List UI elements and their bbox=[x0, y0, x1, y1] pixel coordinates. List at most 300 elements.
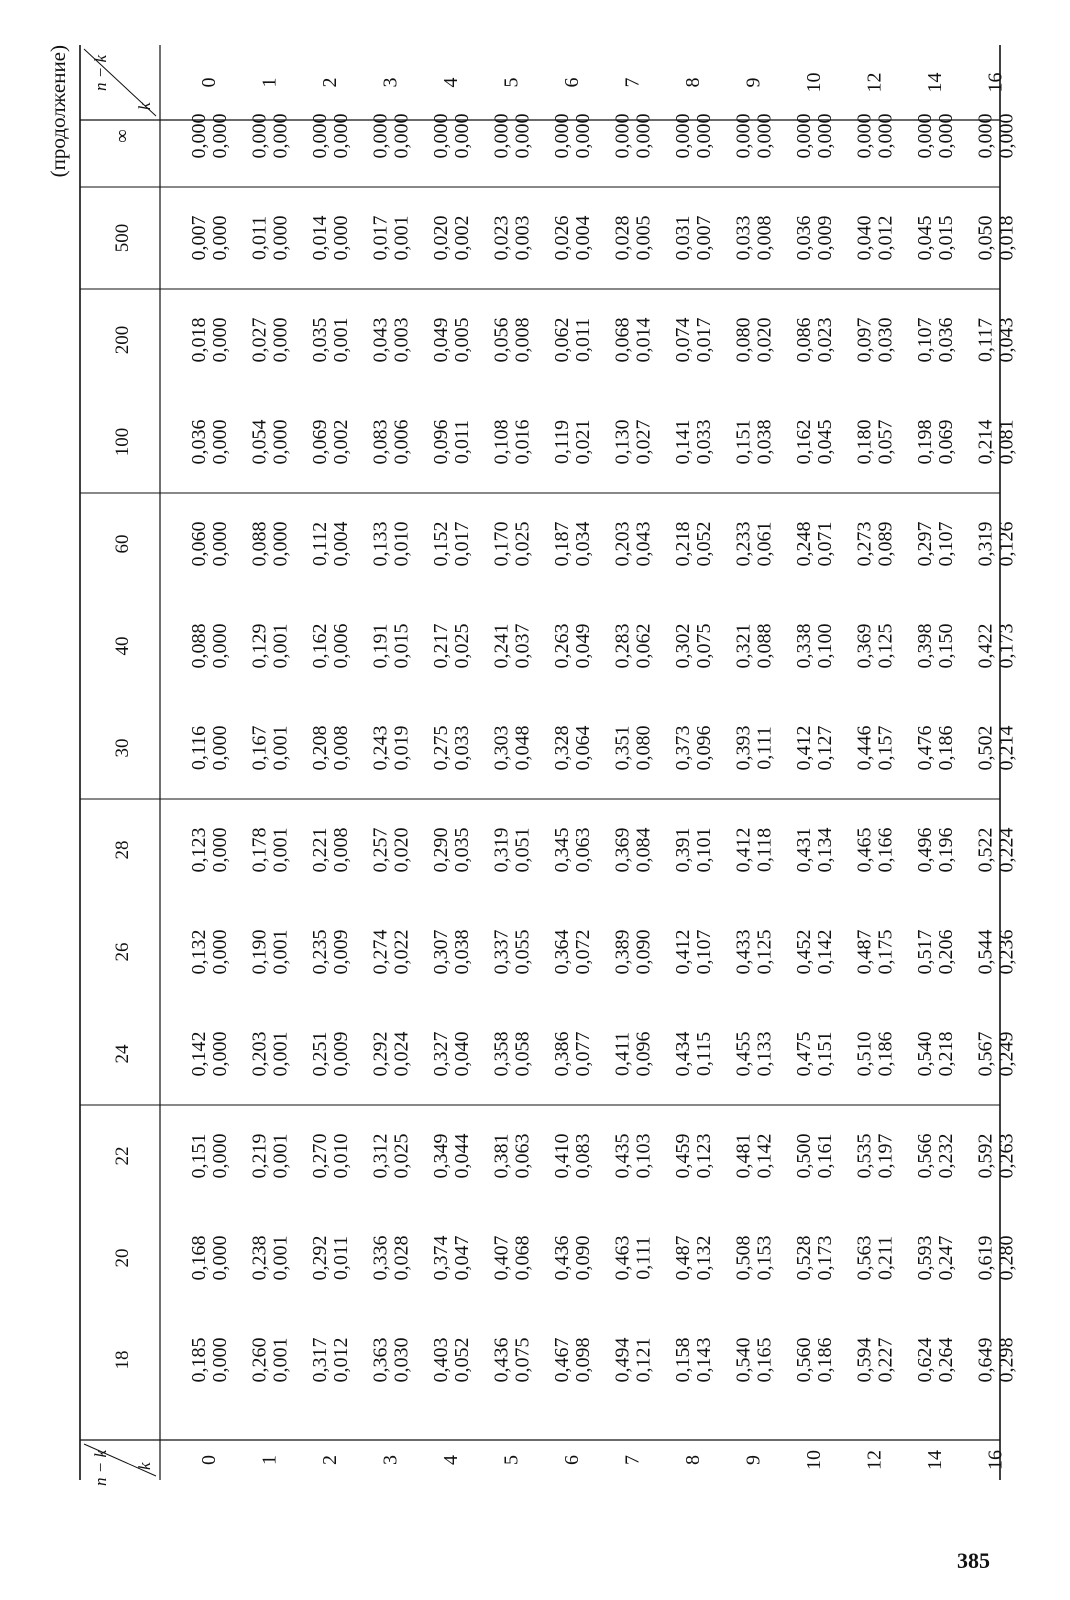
cell-lower-r9-c5: 0,118 bbox=[753, 827, 776, 873]
cell-lower-r12-c10: 0,036 bbox=[935, 317, 957, 363]
cell-lower-r0-c6: 0,000 bbox=[209, 725, 231, 771]
column-header-9: 100 bbox=[112, 427, 133, 457]
cell-lower-r13-c4: 0,236 bbox=[995, 929, 1018, 975]
cell-upper-r6-c0: 0,467 bbox=[551, 1337, 573, 1383]
cell-upper-r5-c10: 0,056 bbox=[490, 317, 513, 363]
cell-upper-r1-c9: 0,054 bbox=[248, 419, 271, 465]
column-header-4: 26 bbox=[112, 942, 133, 962]
cell-lower-r13-c11: 0,018 bbox=[995, 215, 1018, 261]
cell-lower-r7-c12: 0,000 bbox=[632, 113, 655, 159]
cell-lower-r7-c3: 0,096 bbox=[632, 1031, 655, 1077]
cell-lower-r13-c2: 0,263 bbox=[995, 1133, 1018, 1179]
cell-upper-r1-c10: 0,027 bbox=[248, 317, 271, 363]
cell-upper-r0-c7: 0,088 bbox=[188, 623, 210, 669]
cell-upper-r5-c3: 0,358 bbox=[490, 1031, 513, 1077]
cell-upper-r5-c1: 0,407 bbox=[490, 1235, 513, 1281]
cell-lower-r10-c5: 0,134 bbox=[814, 827, 836, 873]
cell-upper-r9-c7: 0,321 bbox=[732, 623, 755, 669]
cell-upper-r2-c10: 0,035 bbox=[309, 317, 331, 363]
cell-lower-r6-c8: 0,034 bbox=[572, 521, 594, 567]
cell-lower-r2-c5: 0,008 bbox=[330, 827, 352, 873]
cell-upper-r6-c12: 0,000 bbox=[551, 113, 573, 159]
cell-lower-r2-c7: 0,006 bbox=[330, 623, 352, 669]
cell-lower-r4-c11: 0,002 bbox=[451, 215, 473, 261]
cell-lower-r9-c9: 0,038 bbox=[753, 419, 776, 465]
cell-upper-r3-c9: 0,083 bbox=[369, 419, 392, 465]
cell-upper-r11-c12: 0,000 bbox=[853, 113, 876, 159]
row-label-right-13: 16 bbox=[984, 72, 1007, 93]
cell-upper-r9-c10: 0,080 bbox=[732, 317, 755, 363]
column-header-8: 60 bbox=[112, 534, 133, 554]
column-header-3: 24 bbox=[112, 1044, 133, 1064]
cell-upper-r2-c7: 0,162 bbox=[309, 623, 331, 669]
cell-upper-r4-c8: 0,152 bbox=[430, 521, 452, 567]
row-label-left-4: 4 bbox=[440, 1455, 462, 1465]
cell-lower-r6-c4: 0,072 bbox=[572, 929, 594, 975]
cell-lower-r11-c9: 0,057 bbox=[874, 419, 897, 465]
cell-lower-r13-c3: 0,249 bbox=[995, 1031, 1018, 1077]
cell-upper-r3-c1: 0,336 bbox=[369, 1235, 392, 1281]
cell-lower-r8-c4: 0,107 bbox=[693, 929, 715, 975]
cell-lower-r6-c10: 0,011 bbox=[572, 317, 594, 363]
cell-upper-r2-c3: 0,251 bbox=[309, 1031, 331, 1077]
cell-lower-r9-c0: 0,165 bbox=[753, 1337, 776, 1383]
cell-lower-r13-c10: 0,043 bbox=[995, 317, 1018, 363]
cell-upper-r4-c12: 0,000 bbox=[430, 113, 452, 159]
cell-upper-r11-c9: 0,180 bbox=[853, 419, 876, 465]
cell-lower-r3-c11: 0,001 bbox=[390, 215, 413, 261]
cell-upper-r11-c2: 0,535 bbox=[853, 1133, 876, 1179]
cell-upper-r0-c0: 0,185 bbox=[188, 1337, 210, 1383]
row-label-right-2: 2 bbox=[319, 77, 341, 88]
row-label-left-10: 10 bbox=[803, 1450, 825, 1470]
cell-upper-r12-c3: 0,540 bbox=[914, 1031, 936, 1077]
cell-upper-r2-c0: 0,317 bbox=[309, 1337, 331, 1383]
cell-lower-r3-c6: 0,019 bbox=[390, 725, 413, 771]
cell-lower-r12-c4: 0,206 bbox=[935, 929, 957, 975]
cell-lower-r0-c3: 0,000 bbox=[209, 1031, 231, 1077]
cell-lower-r1-c7: 0,001 bbox=[269, 623, 292, 669]
cell-upper-r10-c1: 0,528 bbox=[793, 1235, 815, 1281]
cell-upper-r2-c5: 0,221 bbox=[309, 827, 331, 873]
cell-lower-r9-c3: 0,133 bbox=[753, 1031, 776, 1077]
cell-lower-r11-c1: 0,211 bbox=[874, 1235, 897, 1281]
cell-lower-r7-c7: 0,062 bbox=[632, 623, 655, 669]
cell-upper-r6-c2: 0,410 bbox=[551, 1133, 573, 1179]
cell-lower-r11-c4: 0,175 bbox=[874, 929, 897, 975]
cell-upper-r2-c9: 0,069 bbox=[309, 419, 331, 465]
cell-lower-r5-c9: 0,016 bbox=[511, 419, 534, 465]
cell-lower-r3-c8: 0,010 bbox=[390, 521, 413, 567]
cell-lower-r1-c4: 0,001 bbox=[269, 929, 292, 975]
cell-lower-r8-c5: 0,101 bbox=[693, 827, 715, 873]
cell-upper-r1-c1: 0,238 bbox=[248, 1235, 271, 1281]
row-label-left-3: 3 bbox=[379, 1455, 402, 1465]
cell-lower-r7-c2: 0,103 bbox=[632, 1133, 655, 1179]
cell-lower-r10-c8: 0,071 bbox=[814, 521, 836, 567]
cell-lower-r4-c7: 0,025 bbox=[451, 623, 473, 669]
cell-upper-r9-c3: 0,455 bbox=[732, 1031, 755, 1077]
cell-upper-r11-c0: 0,594 bbox=[853, 1337, 876, 1383]
cell-upper-r8-c12: 0,000 bbox=[672, 113, 694, 159]
cell-lower-r1-c2: 0,001 bbox=[269, 1133, 292, 1179]
row-label-right-3: 3 bbox=[379, 77, 402, 88]
row-label-left-13: 16 bbox=[984, 1450, 1007, 1470]
cell-lower-r3-c12: 0,000 bbox=[390, 113, 413, 159]
cell-upper-r12-c6: 0,476 bbox=[914, 725, 936, 771]
cell-lower-r9-c8: 0,061 bbox=[753, 521, 776, 567]
column-header-10: 200 bbox=[112, 325, 133, 355]
cell-lower-r1-c3: 0,001 bbox=[269, 1031, 292, 1077]
row-label-left-1: 1 bbox=[258, 1455, 281, 1465]
cell-lower-r2-c12: 0,000 bbox=[330, 113, 352, 159]
cell-lower-r0-c0: 0,000 bbox=[209, 1337, 231, 1383]
cell-lower-r1-c8: 0,000 bbox=[269, 521, 292, 567]
cell-upper-r1-c11: 0,011 bbox=[248, 215, 271, 261]
cell-upper-r7-c12: 0,000 bbox=[611, 113, 634, 159]
cell-upper-r2-c8: 0,112 bbox=[309, 521, 331, 567]
row-label-right-4: 4 bbox=[440, 77, 462, 88]
page-number: 385 bbox=[957, 1548, 990, 1573]
cell-upper-r9-c11: 0,033 bbox=[732, 215, 755, 261]
cell-lower-r0-c11: 0,000 bbox=[209, 215, 231, 261]
cell-lower-r3-c4: 0,022 bbox=[390, 929, 413, 975]
cell-lower-r8-c7: 0,075 bbox=[693, 623, 715, 669]
cell-upper-r3-c7: 0,191 bbox=[369, 623, 392, 669]
cell-upper-r5-c6: 0,303 bbox=[490, 725, 513, 771]
cell-lower-r8-c9: 0,033 bbox=[693, 419, 715, 465]
cell-upper-r10-c5: 0,431 bbox=[793, 827, 815, 873]
cell-upper-r11-c8: 0,273 bbox=[853, 521, 876, 567]
cell-upper-r2-c6: 0,208 bbox=[309, 725, 331, 771]
cell-upper-r12-c11: 0,045 bbox=[914, 215, 936, 261]
cell-lower-r1-c11: 0,000 bbox=[269, 215, 292, 261]
cell-lower-r13-c5: 0,224 bbox=[995, 827, 1018, 873]
cell-upper-r12-c8: 0,297 bbox=[914, 521, 936, 567]
row-label-left-12: 14 bbox=[924, 1450, 946, 1470]
row-label-right-6: 6 bbox=[561, 77, 583, 88]
cell-upper-r3-c0: 0,363 bbox=[369, 1337, 392, 1383]
column-header-2: 22 bbox=[112, 1146, 133, 1166]
cell-upper-r11-c5: 0,465 bbox=[853, 827, 876, 873]
cell-upper-r9-c8: 0,233 bbox=[732, 521, 755, 567]
cell-upper-r12-c9: 0,198 bbox=[914, 419, 936, 465]
cell-lower-r1-c9: 0,000 bbox=[269, 419, 292, 465]
cell-upper-r9-c2: 0,481 bbox=[732, 1133, 755, 1179]
cell-lower-r13-c6: 0,214 bbox=[995, 725, 1018, 771]
cell-upper-r10-c8: 0,248 bbox=[793, 521, 815, 567]
cell-upper-r6-c5: 0,345 bbox=[551, 827, 573, 873]
cell-upper-r0-c11: 0,007 bbox=[188, 215, 210, 261]
cell-upper-r8-c7: 0,302 bbox=[672, 623, 694, 669]
row-label-right-9: 9 bbox=[742, 77, 765, 88]
cell-upper-r5-c9: 0,108 bbox=[490, 419, 513, 465]
cell-lower-r8-c6: 0,096 bbox=[693, 725, 715, 771]
cell-upper-r11-c7: 0,369 bbox=[853, 623, 876, 669]
row-label-right-10: 10 bbox=[803, 72, 825, 93]
cell-lower-r2-c8: 0,004 bbox=[330, 521, 352, 567]
cell-upper-r0-c10: 0,018 bbox=[188, 317, 210, 363]
cell-lower-r0-c1: 0,000 bbox=[209, 1235, 231, 1281]
cell-lower-r5-c0: 0,075 bbox=[511, 1337, 534, 1383]
cell-lower-r4-c1: 0,047 bbox=[451, 1235, 473, 1281]
cell-lower-r5-c4: 0,055 bbox=[511, 929, 534, 975]
cell-lower-r4-c12: 0,000 bbox=[451, 113, 473, 159]
cell-lower-r11-c0: 0,227 bbox=[874, 1337, 897, 1383]
cell-upper-r12-c4: 0,517 bbox=[914, 929, 936, 975]
cell-lower-r12-c1: 0,247 bbox=[935, 1235, 957, 1281]
cell-lower-r0-c8: 0,000 bbox=[209, 521, 231, 567]
cell-upper-r10-c6: 0,412 bbox=[793, 725, 815, 771]
cell-upper-r3-c8: 0,133 bbox=[369, 521, 392, 567]
cell-upper-r8-c6: 0,373 bbox=[672, 725, 694, 771]
cell-upper-r3-c10: 0,043 bbox=[369, 317, 392, 363]
cell-upper-r9-c4: 0,433 bbox=[732, 929, 755, 975]
cell-lower-r7-c6: 0,080 bbox=[632, 725, 655, 771]
cell-lower-r5-c6: 0,048 bbox=[511, 725, 534, 771]
cell-upper-r12-c10: 0,107 bbox=[914, 317, 936, 363]
column-header-6: 30 bbox=[112, 738, 133, 758]
cell-upper-r8-c5: 0,391 bbox=[672, 827, 694, 873]
cell-lower-r2-c3: 0,009 bbox=[330, 1031, 352, 1077]
cell-lower-r8-c11: 0,007 bbox=[693, 215, 715, 261]
cell-upper-r0-c12: 0,000 bbox=[188, 113, 210, 159]
cell-upper-r7-c4: 0,389 bbox=[611, 929, 634, 975]
cell-lower-r2-c0: 0,012 bbox=[330, 1337, 352, 1383]
cell-lower-r7-c1: 0,111 bbox=[632, 1236, 655, 1280]
cell-lower-r3-c3: 0,024 bbox=[390, 1031, 413, 1077]
cell-upper-r4-c11: 0,020 bbox=[430, 215, 452, 261]
cell-lower-r11-c3: 0,186 bbox=[874, 1031, 897, 1077]
cell-upper-r4-c5: 0,290 bbox=[430, 827, 452, 873]
cell-upper-r3-c5: 0,257 bbox=[369, 827, 392, 873]
cell-upper-r12-c7: 0,398 bbox=[914, 623, 936, 669]
cell-upper-r7-c3: 0,411 bbox=[611, 1031, 634, 1077]
cell-upper-r11-c4: 0,487 bbox=[853, 929, 876, 975]
row-label-left-5: 5 bbox=[500, 1455, 523, 1465]
cell-lower-r4-c8: 0,017 bbox=[451, 521, 473, 567]
cell-lower-r9-c2: 0,142 bbox=[753, 1133, 776, 1179]
cell-upper-r7-c8: 0,203 bbox=[611, 521, 634, 567]
cell-lower-r10-c0: 0,186 bbox=[814, 1337, 836, 1383]
cell-lower-r8-c8: 0,052 bbox=[693, 521, 715, 567]
row-label-left-6: 6 bbox=[561, 1455, 583, 1465]
cell-upper-r13-c10: 0,117 bbox=[974, 317, 997, 363]
cell-upper-r4-c2: 0,349 bbox=[430, 1133, 452, 1179]
cell-upper-r1-c2: 0,219 bbox=[248, 1133, 271, 1179]
cell-lower-r9-c12: 0,000 bbox=[753, 113, 776, 159]
cell-upper-r13-c11: 0,050 bbox=[974, 215, 997, 261]
cell-upper-r13-c2: 0,592 bbox=[974, 1133, 997, 1179]
cell-upper-r1-c4: 0,190 bbox=[248, 929, 271, 975]
cell-lower-r10-c12: 0,000 bbox=[814, 113, 836, 159]
cell-lower-r6-c11: 0,004 bbox=[572, 215, 594, 261]
cell-upper-r4-c1: 0,374 bbox=[430, 1235, 452, 1281]
column-header-0: 18 bbox=[112, 1350, 133, 1370]
corner-bottom-label-left: k bbox=[135, 1462, 154, 1470]
cell-lower-r8-c2: 0,123 bbox=[693, 1133, 715, 1179]
cell-lower-r1-c6: 0,001 bbox=[269, 725, 292, 771]
cell-upper-r12-c5: 0,496 bbox=[914, 827, 936, 873]
cell-upper-r3-c2: 0,312 bbox=[369, 1133, 392, 1179]
cell-lower-r9-c7: 0,088 bbox=[753, 623, 776, 669]
cell-lower-r8-c3: 0,115 bbox=[693, 1031, 715, 1077]
cell-upper-r8-c11: 0,031 bbox=[672, 215, 694, 261]
cell-lower-r2-c4: 0,009 bbox=[330, 929, 352, 975]
cell-lower-r11-c11: 0,012 bbox=[874, 215, 897, 261]
row-label-left-9: 9 bbox=[742, 1455, 765, 1465]
cell-upper-r10-c10: 0,086 bbox=[793, 317, 815, 363]
cell-upper-r7-c11: 0,028 bbox=[611, 215, 634, 261]
cell-upper-r8-c4: 0,412 bbox=[672, 929, 694, 975]
row-label-left-0: 0 bbox=[198, 1455, 220, 1465]
cell-upper-r9-c12: 0,000 bbox=[732, 113, 755, 159]
column-header-1: 20 bbox=[112, 1248, 133, 1268]
cell-upper-r6-c10: 0,062 bbox=[551, 317, 573, 363]
cell-upper-r7-c6: 0,351 bbox=[611, 725, 634, 771]
cell-lower-r2-c10: 0,001 bbox=[330, 317, 352, 363]
cell-upper-r9-c9: 0,151 bbox=[732, 419, 755, 465]
cell-upper-r7-c1: 0,463 bbox=[611, 1235, 634, 1281]
cell-lower-r8-c10: 0,017 bbox=[693, 317, 715, 363]
cell-upper-r0-c3: 0,142 bbox=[188, 1031, 210, 1077]
cell-upper-r10-c9: 0,162 bbox=[793, 419, 815, 465]
cell-lower-r0-c12: 0,000 bbox=[209, 113, 231, 159]
cell-lower-r3-c7: 0,015 bbox=[390, 623, 413, 669]
cell-lower-r4-c9: 0,011 bbox=[451, 419, 473, 465]
cell-lower-r10-c9: 0,045 bbox=[814, 419, 836, 465]
cell-lower-r2-c2: 0,010 bbox=[330, 1133, 352, 1179]
cell-lower-r3-c5: 0,020 bbox=[390, 827, 413, 873]
cell-lower-r10-c6: 0,127 bbox=[814, 725, 836, 771]
cell-lower-r6-c2: 0,083 bbox=[572, 1133, 594, 1179]
cell-upper-r12-c1: 0,593 bbox=[914, 1235, 936, 1281]
cell-upper-r0-c4: 0,132 bbox=[188, 929, 210, 975]
cell-upper-r0-c9: 0,036 bbox=[188, 419, 210, 465]
cell-upper-r4-c0: 0,403 bbox=[430, 1337, 452, 1383]
cell-lower-r1-c5: 0,001 bbox=[269, 827, 292, 873]
cell-upper-r0-c6: 0,116 bbox=[188, 725, 210, 771]
cell-lower-r2-c1: 0,011 bbox=[330, 1235, 352, 1281]
cell-lower-r1-c0: 0,001 bbox=[269, 1337, 292, 1383]
cell-lower-r7-c10: 0,014 bbox=[632, 317, 655, 363]
cell-lower-r10-c7: 0,100 bbox=[814, 623, 836, 669]
cell-lower-r1-c1: 0,001 bbox=[269, 1235, 292, 1281]
cell-upper-r7-c0: 0,494 bbox=[611, 1337, 634, 1383]
cell-upper-r6-c9: 0,119 bbox=[551, 419, 573, 465]
cell-lower-r12-c11: 0,015 bbox=[935, 215, 957, 261]
cell-lower-r11-c12: 0,000 bbox=[874, 113, 897, 159]
cell-upper-r0-c2: 0,151 bbox=[188, 1133, 210, 1179]
cell-lower-r10-c4: 0,142 bbox=[814, 929, 836, 975]
cell-lower-r8-c1: 0,132 bbox=[693, 1235, 715, 1281]
cell-lower-r6-c7: 0,049 bbox=[572, 623, 594, 669]
cell-upper-r3-c6: 0,243 bbox=[369, 725, 392, 771]
cell-upper-r13-c4: 0,544 bbox=[974, 929, 997, 975]
cell-upper-r5-c8: 0,170 bbox=[490, 521, 513, 567]
cell-lower-r6-c6: 0,064 bbox=[572, 725, 594, 771]
cell-upper-r8-c1: 0,487 bbox=[672, 1235, 694, 1281]
cell-upper-r1-c7: 0,129 bbox=[248, 623, 271, 669]
cell-upper-r12-c0: 0,624 bbox=[914, 1337, 936, 1383]
cell-upper-r3-c4: 0,274 bbox=[369, 929, 392, 975]
cell-lower-r5-c7: 0,037 bbox=[511, 623, 534, 669]
cell-upper-r3-c12: 0,000 bbox=[369, 113, 392, 159]
cell-lower-r6-c1: 0,090 bbox=[572, 1235, 594, 1281]
cell-upper-r1-c3: 0,203 bbox=[248, 1031, 271, 1077]
cell-lower-r13-c1: 0,280 bbox=[995, 1235, 1018, 1281]
cell-lower-r4-c6: 0,033 bbox=[451, 725, 473, 771]
row-label-right-0: 0 bbox=[198, 77, 220, 88]
cell-upper-r5-c2: 0,381 bbox=[490, 1133, 513, 1179]
cell-upper-r10-c0: 0,560 bbox=[793, 1337, 815, 1383]
cell-lower-r4-c0: 0,052 bbox=[451, 1337, 473, 1383]
row-label-left-8: 8 bbox=[682, 1455, 704, 1465]
cell-lower-r2-c9: 0,002 bbox=[330, 419, 352, 465]
cell-lower-r11-c8: 0,089 bbox=[874, 521, 897, 567]
cell-lower-r12-c8: 0,107 bbox=[935, 521, 957, 567]
cell-lower-r0-c10: 0,000 bbox=[209, 317, 231, 363]
cell-upper-r4-c4: 0,307 bbox=[430, 929, 452, 975]
statistics-table bbox=[46, 45, 1018, 1486]
cell-upper-r2-c11: 0,014 bbox=[309, 215, 331, 261]
cell-lower-r12-c9: 0,069 bbox=[935, 419, 957, 465]
corner-top-label-left: n − k bbox=[91, 1450, 110, 1487]
cell-lower-r4-c5: 0,035 bbox=[451, 827, 473, 873]
cell-upper-r8-c0: 0,158 bbox=[672, 1337, 694, 1383]
cell-lower-r6-c5: 0,063 bbox=[572, 827, 594, 873]
row-label-right-1: 1 bbox=[258, 77, 281, 88]
cell-upper-r7-c7: 0,283 bbox=[611, 623, 634, 669]
cell-lower-r10-c3: 0,151 bbox=[814, 1031, 836, 1077]
cell-upper-r1-c8: 0,088 bbox=[248, 521, 271, 567]
cell-upper-r10-c7: 0,338 bbox=[793, 623, 815, 669]
cell-lower-r11-c2: 0,197 bbox=[874, 1133, 897, 1179]
cell-lower-r13-c8: 0,126 bbox=[995, 521, 1018, 567]
cell-lower-r2-c6: 0,008 bbox=[330, 725, 352, 771]
cell-lower-r3-c2: 0,025 bbox=[390, 1133, 413, 1179]
cell-lower-r5-c11: 0,003 bbox=[511, 215, 534, 261]
cell-upper-r5-c11: 0,023 bbox=[490, 215, 513, 261]
cell-upper-r10-c12: 0,000 bbox=[793, 113, 815, 159]
cell-upper-r4-c7: 0,217 bbox=[430, 623, 452, 669]
cell-lower-r4-c4: 0,038 bbox=[451, 929, 473, 975]
cell-lower-r9-c4: 0,125 bbox=[753, 929, 776, 975]
cell-lower-r0-c9: 0,000 bbox=[209, 419, 231, 465]
cell-upper-r5-c7: 0,241 bbox=[490, 623, 513, 669]
cell-upper-r4-c9: 0,096 bbox=[430, 419, 452, 465]
column-header-7: 40 bbox=[112, 636, 133, 656]
cell-upper-r8-c10: 0,074 bbox=[672, 317, 694, 363]
cell-upper-r5-c12: 0,000 bbox=[490, 113, 513, 159]
cell-upper-r8-c9: 0,141 bbox=[672, 419, 694, 465]
cell-upper-r7-c2: 0,435 bbox=[611, 1133, 634, 1179]
cell-upper-r9-c0: 0,540 bbox=[732, 1337, 755, 1383]
cell-upper-r10-c11: 0,036 bbox=[793, 215, 815, 261]
cell-upper-r11-c6: 0,446 bbox=[853, 725, 876, 771]
cell-lower-r9-c10: 0,020 bbox=[753, 317, 776, 363]
row-label-right-11: 12 bbox=[863, 72, 886, 93]
cell-lower-r5-c8: 0,025 bbox=[511, 521, 534, 567]
cell-upper-r2-c2: 0,270 bbox=[309, 1133, 331, 1179]
cell-upper-r2-c4: 0,235 bbox=[309, 929, 331, 975]
cell-upper-r12-c12: 0,000 bbox=[914, 113, 936, 159]
cell-lower-r6-c9: 0,021 bbox=[572, 419, 594, 465]
cell-lower-r7-c9: 0,027 bbox=[632, 419, 655, 465]
cell-lower-r4-c3: 0,040 bbox=[451, 1031, 473, 1077]
cell-upper-r6-c7: 0,263 bbox=[551, 623, 573, 669]
cell-lower-r0-c2: 0,000 bbox=[209, 1133, 231, 1179]
